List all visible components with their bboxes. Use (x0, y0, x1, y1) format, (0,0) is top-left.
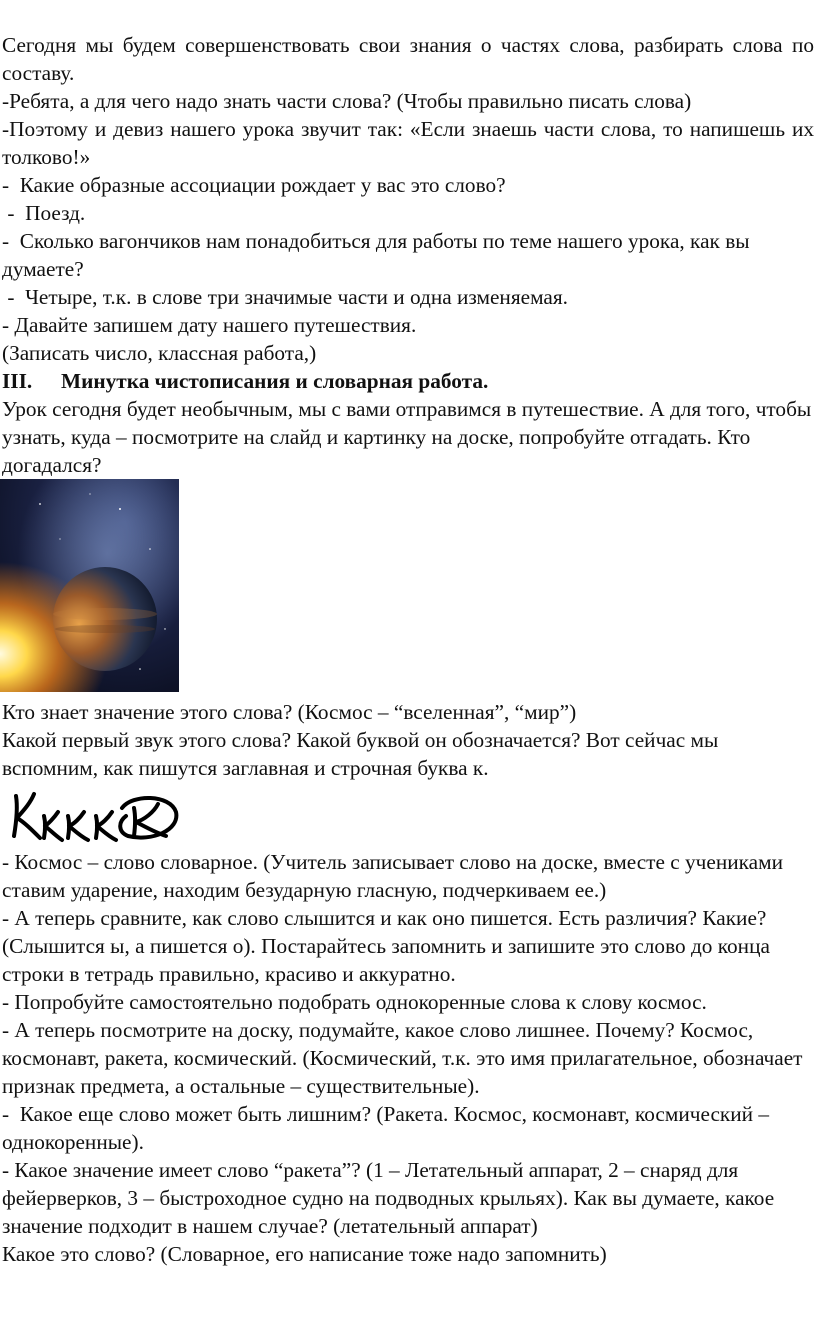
paragraph: -Поэтому и девиз нашего урока звучит так: «Если знаешь части слова, то напишешь их толково!» (2, 117, 814, 169)
space-planet-image (0, 479, 179, 692)
paragraph: - А теперь сравните, как слово слышится и как оно пишется. Есть различия? Какие? (Слышится ы, а пишется о). Постарайтесь запомнить и запишите это слово до конца строки в тетрадь правильно, красиво и аккуратно. (2, 906, 770, 986)
paragraph: - Давайте запишем дату нашего путешествия. (2, 313, 417, 337)
paragraph: - Какое еще слово может быть лишним? (Ракета. Космос, космонавт, космический – однокоренные). (2, 1102, 775, 1154)
section-number: III. (2, 369, 33, 393)
paragraph: - Космос – слово словарное. (Учитель записывает слово на доске, вместе с учениками ставим ударение, находим безударную гласную, подчеркиваем ее.) (2, 850, 783, 902)
paragraph: Урок сегодня будет необычным, мы с вами отправимся в путешествие. А для того, чтобы узнать, куда – посмотрите на слайд и картинку на доске, попробуйте отгадать. Кто догадался? (2, 397, 812, 477)
paragraph: - Попробуйте самостоятельно подобрать однокоренные слова к слову космос. (2, 990, 707, 1014)
paragraph: Какое это слово? (Словарное, его написание тоже надо запомнить) (2, 1242, 607, 1266)
paragraph: - Сколько вагончиков нам понадобиться для работы по теме нашего урока, как вы думаете? (2, 229, 755, 281)
paragraph: - Какие образные ассоциации рождает у вас это слово? (2, 173, 506, 197)
paragraph: - Поезд. (2, 201, 86, 225)
paragraph: Сегодня мы будем совершенствовать свои знания о частях слова, разбирать слова по составу. (2, 33, 814, 85)
paragraph: - Какое значение имеет слово “ракета”? (1 – Летательный аппарат, 2 – снаряд для фейерверков, 3 – быстроходное судно на подводных крыльях). Как вы думаете, какое значение подходит в нашем случае? (летательный аппарат) (2, 1158, 775, 1238)
paragraph: -Ребята, а для чего надо знать части слова? (Чтобы правильно писать слова) (2, 89, 692, 113)
paragraph: Кто знает значение этого слова? (Космос – “вселенная”, “мир”) (2, 700, 577, 724)
paragraph: Какой первый звук этого слова? Какой буквой он обозначается? Вот сейчас мы вспомним, как пишутся заглавная и строчная буква к. (2, 728, 719, 780)
paragraph: (Записать число, классная работа,) (2, 341, 317, 365)
handwriting-sample-image (2, 786, 192, 846)
paragraph: - А теперь посмотрите на доску, подумайте, какое слово лишнее. Почему? Космос, космонавт, ракета, космический. (Космический, т.к. это имя прилагательное, обозначает признак предмета, а остальные – существительные). (2, 1018, 803, 1098)
section-heading (0, 367, 816, 395)
section-title: Минутка чистописания и словарная работа. (61, 369, 489, 393)
paragraph: - Четыре, т.к. в слове три значимые части и одна изменяемая. (2, 285, 568, 309)
